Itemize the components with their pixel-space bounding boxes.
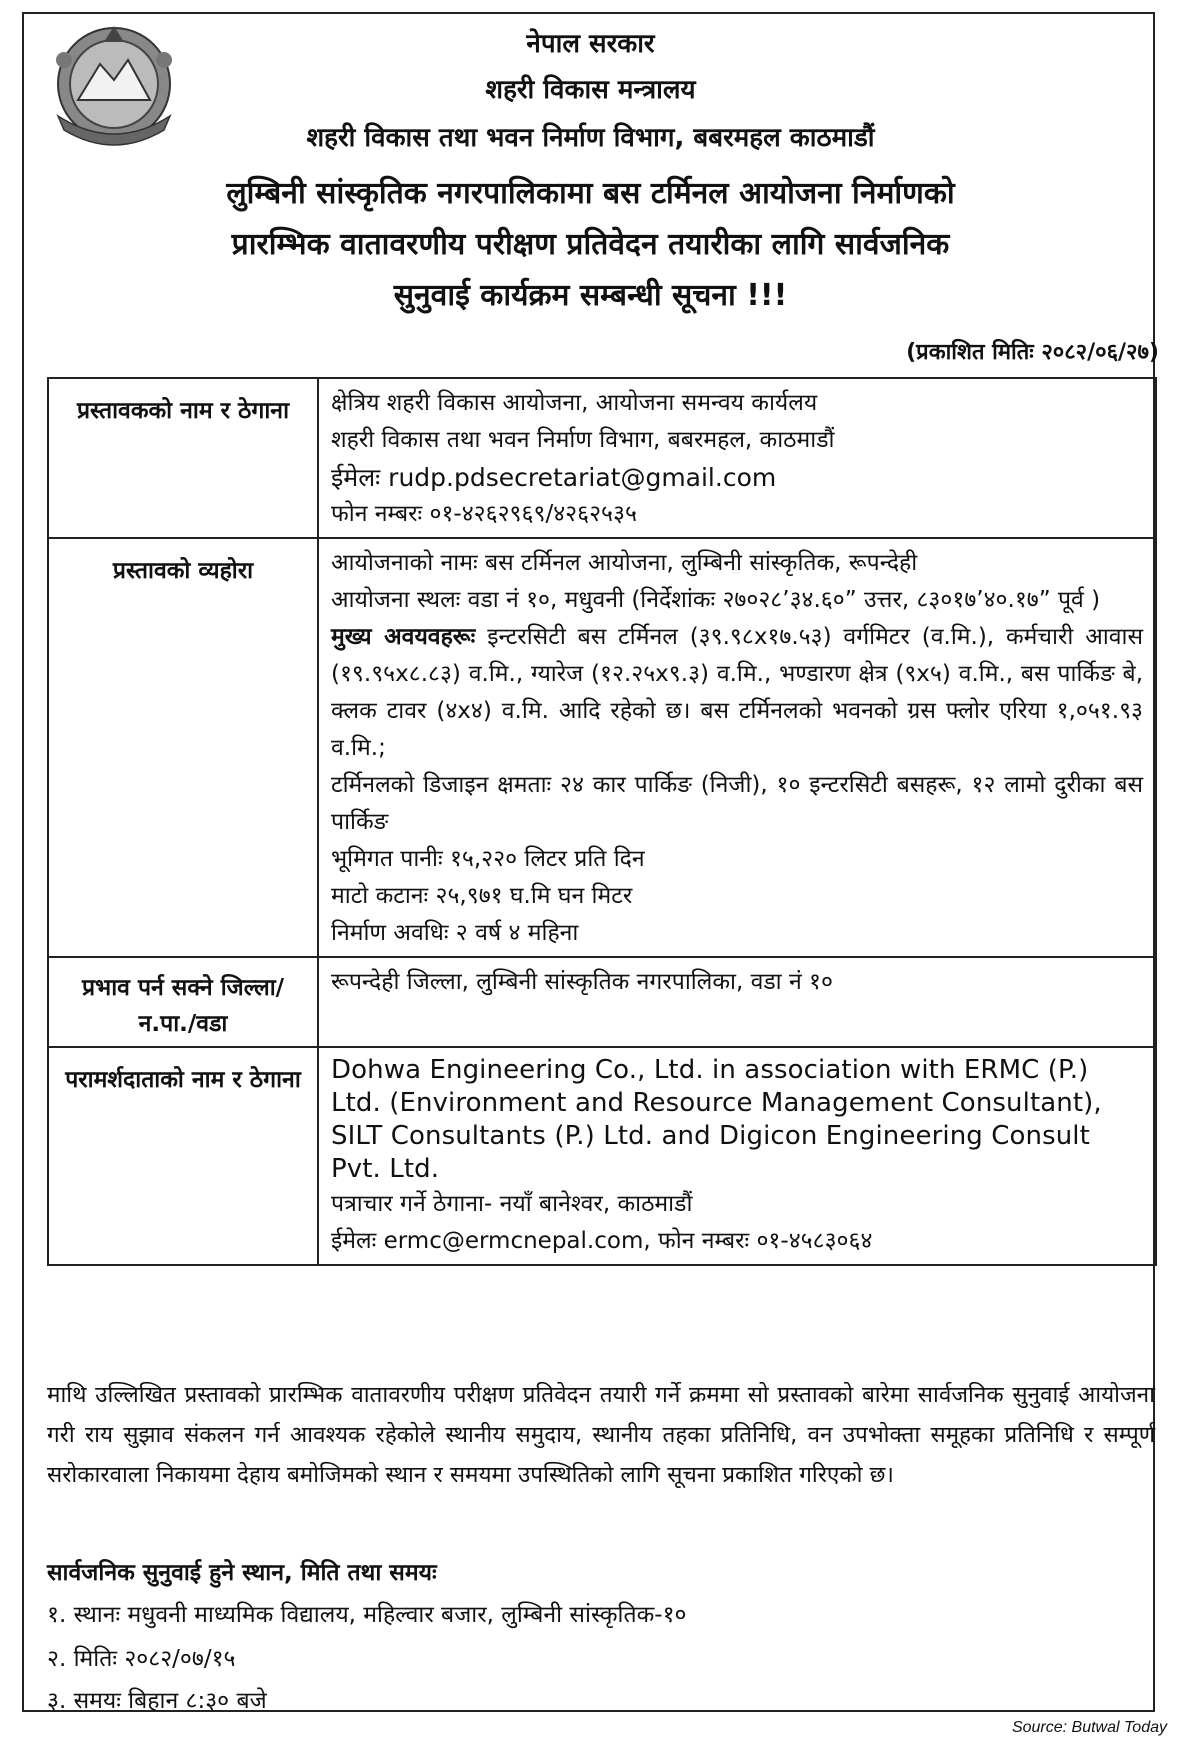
affected-area-value: रूपन्देही जिल्ला, लुम्बिनी सांस्कृतिक नगरपालिका, वडा नं १० xyxy=(318,957,1156,1047)
schedule-title: सार्वजनिक सुनुवाई हुने स्थान, मिति तथा समयः xyxy=(47,1560,437,1586)
construction-duration: निर्माण अवधिः २ वर्ष ४ महिना xyxy=(331,920,579,946)
proponent-line: शहरी विकास तथा भवन निर्माण विभाग, बबरमहल, काठमाडौं xyxy=(331,427,835,453)
source-credit: Source: Butwal Today xyxy=(1011,1719,1167,1736)
affected-area-label: प्रभाव पर्न सक्ने जिल्ला/न.पा./वडा xyxy=(48,957,318,1047)
proponent-label: प्रस्तावकको नाम र ठेगाना xyxy=(48,378,318,538)
notice-paragraph: माथि उल्लिखित प्रस्तावको प्रारम्भिक वातावरणीय परीक्षण प्रतिवेदन तयारी गर्ने क्रममा सो प्रस्तावको बारेमा सार्वजनिक सुनुवाई आयोजना गरी राय सुझाव संकलन गर्न आवश्यक रहेकोले स्थानीय समुदाय, स्थानीय तहका प्रतिनिधि, वन उपभोक्ता समूहका प्रतिनिधि र सम्पूर्ण सरोकारवाला निकायमा देहाय बमोजिमको स्थान र समयमा उपस्थितिको लागि सूचना प्रकाशित गरिएको छ। xyxy=(47,1382,1155,1488)
groundwater: भूमिगत पानीः १५,२२० लिटर प्रति दिन xyxy=(331,846,645,872)
proponent-email: ईमेलः rudp.pdsecretariat@gmail.com xyxy=(331,463,777,492)
table-row-proponent xyxy=(48,378,1156,538)
proponent-line: क्षेत्रिय शहरी विकास आयोजना, आयोजना समन्वय कार्यलय xyxy=(331,390,818,416)
components-text: इन्टरसिटी बस टर्मिनल (३९.९८x१७.५३) वर्गमिटर (व.मि.), कर्मचारी आवास (१९.९५x८.८३) व.मि., ग्यारेज (१२.२५x९.३) व.मि., भण्डारण क्षेत्र (९x५) व.मि., बस पार्किङ बे, क्लक टावर (४x४) व.मि. आदि रहेको छ। बस टर्मिनलको भवनको ग्रस फ्लोर एरिया १,०५१.९३ व.मि.; xyxy=(331,624,1143,761)
consultant-name: Dohwa Engineering Co., Ltd. in association with ERMC (P.) Ltd. (Environment and Resource Management Consultant), SILT Consultants (P.) Ltd. and Digicon Engineering Consult Pvt. Ltd. xyxy=(331,1055,1102,1184)
project-components xyxy=(331,619,1143,767)
header-ministry: शहरी विकास मन्त्रालय xyxy=(485,75,696,105)
proposal-label: प्रस्तावको व्यहोरा xyxy=(48,538,318,957)
consultant-label: परामर्शदाताको नाम र ठेगाना xyxy=(48,1047,318,1265)
table-row-consultant xyxy=(48,1047,1156,1265)
header-department: शहरी विकास तथा भवन निर्माण विभाग, बबरमहल काठमाडौं xyxy=(306,123,875,153)
notice-title-line-2: प्रारम्भिक वातावरणीय परीक्षण प्रतिवेदन तयारीका लागि सार्वजनिक xyxy=(231,227,950,262)
components-label: मुख्य अवयवहरूः xyxy=(331,624,476,650)
soil-excavation: माटो कटानः २५,९७१ घ.मि घन मिटर xyxy=(331,883,633,909)
project-site: आयोजना स्थलः वडा नं १०, मधुवनी (निर्देशांकः २७०२८’३४.६०” उत्तर, ८३०१७’४०.१७” पूर्व ) xyxy=(331,587,1101,613)
consultant-address: पत्राचार गर्ने ठेगाना- नयाँ बानेश्वर, काठमाडौं xyxy=(331,1191,693,1217)
consultant-value xyxy=(318,1047,1156,1265)
schedule-time: ३. समयः बिहान ८:३० बजे xyxy=(47,1688,267,1714)
proponent-value xyxy=(318,378,1156,538)
proposal-value xyxy=(318,538,1156,957)
notice-info-table xyxy=(47,377,1157,1266)
notice-title-line-3: सुनुवाई कार्यक्रम सम्बन्धी सूचना !!! xyxy=(393,278,788,313)
proponent-phone: फोन नम्बरः ०१-४२६२९६९/४२६२५३५ xyxy=(331,501,637,527)
table-row-affected-area xyxy=(48,957,1156,1047)
published-date: (प्रकाशित मितिः २०८२/०६/२७) xyxy=(906,340,1159,365)
schedule-place: १. स्थानः मधुवनी माध्यमिक विद्यालय, महिल्वार बजार, लुम्बिनी सांस्कृतिक-१० xyxy=(47,1602,687,1628)
table-row-proposal xyxy=(48,538,1156,957)
consultant-contact: ईमेलः ermc@ermcnepal.com, फोन नम्बरः ०१-४५८३०६४ xyxy=(331,1228,873,1254)
header-government: नेपाल सरकार xyxy=(526,29,655,59)
project-name: आयोजनाको नामः बस टर्मिनल आयोजना, लुम्बिनी सांस्कृतिक, रूपन्देही xyxy=(331,550,918,576)
design-capacity: टर्मिनलको डिजाइन क्षमताः २४ कार पार्किङ (निजी), १० इन्टरसिटी बसहरू, १२ लामो दुरीका बस पार्किङ xyxy=(331,772,1143,835)
notice-title-line-1: लुम्बिनी सांस्कृतिक नगरपालिकामा बस टर्मिनल आयोजना निर्माणको xyxy=(226,176,955,211)
schedule-date: २. मितिः २०८२/०७/१५ xyxy=(47,1646,236,1672)
